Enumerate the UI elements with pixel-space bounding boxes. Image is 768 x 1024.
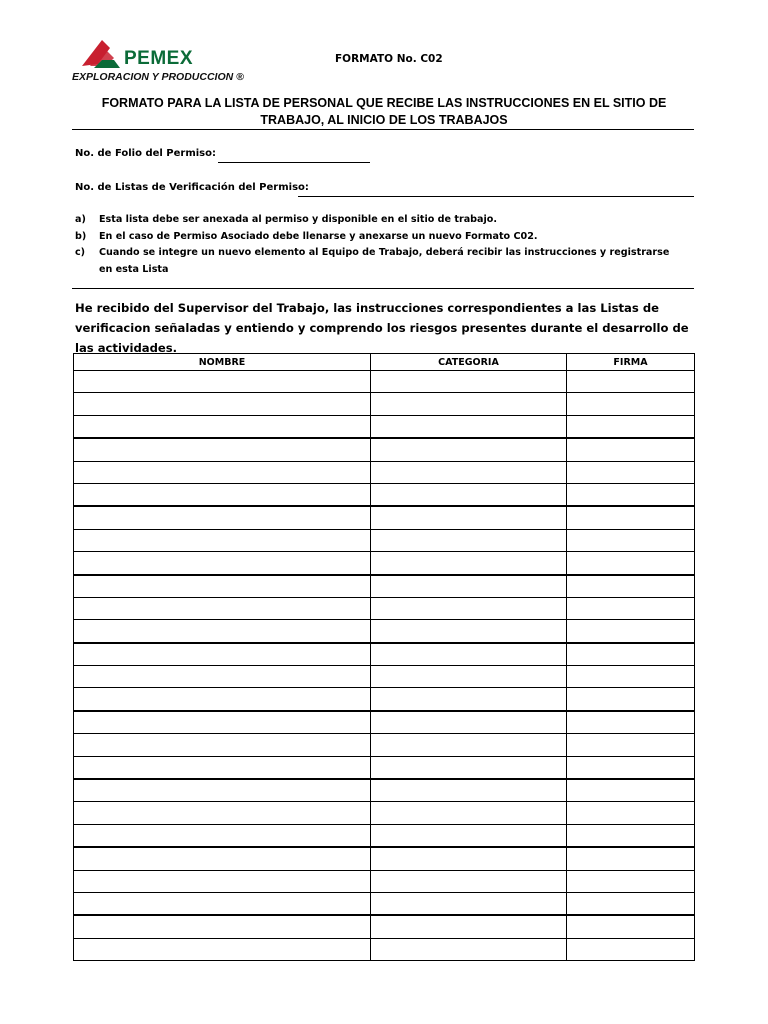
table-row (74, 575, 695, 598)
cell-firma[interactable] (567, 620, 695, 643)
table-row (74, 824, 695, 847)
cell-categoria[interactable] (371, 643, 567, 666)
table-row (74, 915, 695, 938)
cell-categoria[interactable] (371, 824, 567, 847)
cell-nombre[interactable] (74, 393, 371, 415)
cell-firma[interactable] (567, 938, 695, 960)
cell-categoria[interactable] (371, 461, 567, 483)
column-header-nombre: NOMBRE (74, 354, 371, 371)
cell-categoria[interactable] (371, 666, 567, 688)
column-header-firma: FIRMA (567, 354, 695, 371)
cell-nombre[interactable] (74, 415, 371, 438)
cell-firma[interactable] (567, 371, 695, 393)
cell-firma[interactable] (567, 915, 695, 938)
cell-nombre[interactable] (74, 666, 371, 688)
table-row (74, 892, 695, 915)
cell-nombre[interactable] (74, 734, 371, 756)
cell-categoria[interactable] (371, 870, 567, 892)
cell-nombre[interactable] (74, 438, 371, 461)
cell-nombre[interactable] (74, 779, 371, 802)
cell-firma[interactable] (567, 824, 695, 847)
table-row (74, 393, 695, 415)
cell-nombre[interactable] (74, 847, 371, 870)
table-row (74, 711, 695, 734)
cell-nombre[interactable] (74, 938, 371, 960)
section-rule (72, 288, 694, 289)
cell-nombre[interactable] (74, 870, 371, 892)
table-row (74, 938, 695, 960)
cell-firma[interactable] (567, 552, 695, 575)
table-row (74, 461, 695, 483)
instruction-marker: c) (75, 247, 86, 258)
cell-categoria[interactable] (371, 506, 567, 529)
table-row (74, 666, 695, 688)
table-header-row (74, 354, 695, 371)
cell-nombre[interactable] (74, 597, 371, 619)
instruction-item (75, 212, 675, 229)
cell-categoria[interactable] (371, 620, 567, 643)
cell-categoria[interactable] (371, 575, 567, 598)
cell-nombre[interactable] (74, 711, 371, 734)
title-rule (72, 129, 694, 130)
instruction-text: Cuando se integre un nuevo elemento al Equipo de Trabajo, deberá recibir las instrucciones y registrarse en esta Lista (99, 247, 670, 275)
logo-subtitle: EXPLORACION Y PRODUCCION ® (72, 71, 244, 83)
table-row (74, 756, 695, 779)
table-row (74, 688, 695, 711)
table-row (74, 643, 695, 666)
cell-firma[interactable] (567, 506, 695, 529)
listas-field[interactable] (298, 196, 694, 197)
cell-firma[interactable] (567, 711, 695, 734)
cell-categoria[interactable] (371, 711, 567, 734)
cell-firma[interactable] (567, 802, 695, 824)
pemex-logo (72, 38, 242, 86)
cell-firma[interactable] (567, 756, 695, 779)
cell-nombre[interactable] (74, 461, 371, 483)
table-row (74, 438, 695, 461)
cell-categoria[interactable] (371, 371, 567, 393)
cell-categoria[interactable] (371, 847, 567, 870)
acknowledgement-statement: He recibido del Supervisor del Trabajo, las instrucciones correspondientes a las Listas de verificacion señaladas y entiendo y comprendo los riesgos presentes durante el desarrollo de las actividades. (75, 301, 689, 355)
cell-firma[interactable] (567, 643, 695, 666)
pemex-eagle-icon (80, 38, 126, 70)
table-row (74, 847, 695, 870)
cell-nombre[interactable] (74, 688, 371, 711)
table-row (74, 506, 695, 529)
table-row (74, 779, 695, 802)
table-row (74, 529, 695, 551)
cell-nombre[interactable] (74, 506, 371, 529)
cell-nombre[interactable] (74, 892, 371, 915)
table-row (74, 415, 695, 438)
cell-firma[interactable] (567, 483, 695, 506)
cell-categoria[interactable] (371, 938, 567, 960)
table-row (74, 620, 695, 643)
cell-firma[interactable] (567, 529, 695, 551)
listas-label: No. de Listas de Verificación del Permiso: (75, 182, 309, 193)
cell-nombre[interactable] (74, 756, 371, 779)
document-title: FORMATO PARA LA LISTA DE PERSONAL QUE RECIBE LAS INSTRUCCIONES EN EL SITIO DE TRABAJO, AL INICIO DE LOS TRABAJOS (101, 96, 667, 127)
cell-nombre[interactable] (74, 643, 371, 666)
cell-firma[interactable] (567, 688, 695, 711)
cell-nombre[interactable] (74, 529, 371, 551)
instruction-marker: b) (75, 230, 87, 242)
instruction-item (75, 229, 675, 246)
cell-categoria[interactable] (371, 892, 567, 915)
instruction-item (75, 245, 675, 278)
cell-firma[interactable] (567, 438, 695, 461)
cell-firma[interactable] (567, 461, 695, 483)
logo-wordmark: PEMEX (124, 48, 194, 69)
cell-firma[interactable] (567, 666, 695, 688)
format-number: FORMATO No. C02 (335, 53, 443, 65)
cell-nombre[interactable] (74, 575, 371, 598)
cell-nombre[interactable] (74, 371, 371, 393)
cell-firma[interactable] (567, 870, 695, 892)
column-header-categoria: CATEGORIA (371, 354, 567, 371)
instructions-list (75, 212, 675, 278)
cell-nombre[interactable] (74, 620, 371, 643)
cell-categoria[interactable] (371, 915, 567, 938)
cell-nombre[interactable] (74, 915, 371, 938)
instruction-text: En el caso de Permiso Asociado debe llenarse y anexarse un nuevo Formato C02. (99, 230, 538, 242)
instruction-marker: a) (75, 214, 86, 225)
table-row (74, 371, 695, 393)
table-row (74, 597, 695, 619)
table-row (74, 552, 695, 575)
cell-firma[interactable] (567, 847, 695, 870)
cell-categoria[interactable] (371, 802, 567, 824)
cell-categoria[interactable] (371, 393, 567, 415)
cell-categoria[interactable] (371, 438, 567, 461)
cell-firma[interactable] (567, 779, 695, 802)
cell-categoria[interactable] (371, 529, 567, 551)
cell-categoria[interactable] (371, 597, 567, 619)
instruction-text: Esta lista debe ser anexada al permiso y disponible en el sitio de trabajo. (99, 214, 498, 225)
cell-firma[interactable] (567, 597, 695, 619)
personnel-table (73, 353, 695, 961)
folio-label: No. de Folio del Permiso: (75, 148, 217, 159)
cell-firma[interactable] (567, 415, 695, 438)
cell-firma[interactable] (567, 393, 695, 415)
cell-categoria[interactable] (371, 734, 567, 756)
cell-categoria[interactable] (371, 552, 567, 575)
cell-nombre[interactable] (74, 802, 371, 824)
cell-firma[interactable] (567, 892, 695, 915)
cell-firma[interactable] (567, 575, 695, 598)
cell-nombre[interactable] (74, 824, 371, 847)
table-row (74, 802, 695, 824)
cell-categoria[interactable] (371, 483, 567, 506)
table-row (74, 483, 695, 506)
folio-field[interactable] (218, 162, 370, 163)
cell-categoria[interactable] (371, 688, 567, 711)
cell-categoria[interactable] (371, 756, 567, 779)
cell-firma[interactable] (567, 734, 695, 756)
cell-nombre[interactable] (74, 483, 371, 506)
cell-categoria[interactable] (371, 779, 567, 802)
cell-categoria[interactable] (371, 415, 567, 438)
table-row (74, 870, 695, 892)
cell-nombre[interactable] (74, 552, 371, 575)
table-row (74, 734, 695, 756)
